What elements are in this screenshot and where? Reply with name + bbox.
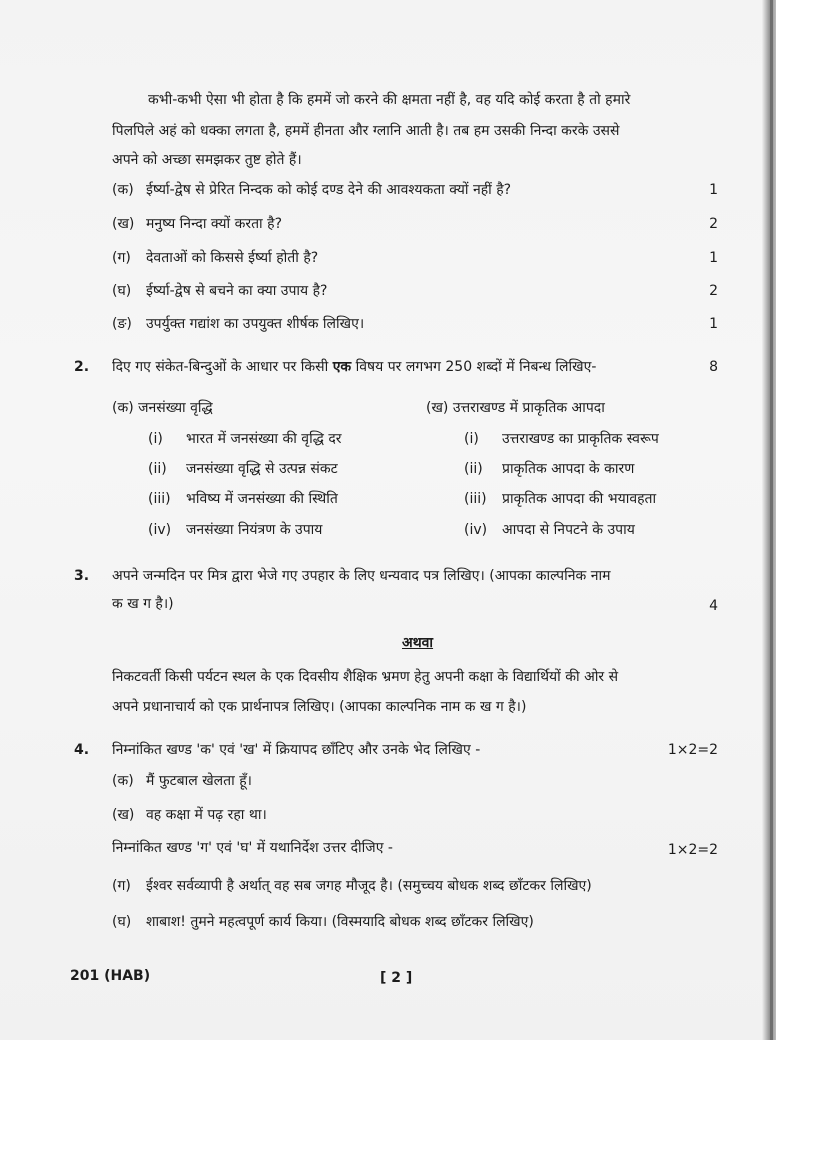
subquestion-label: (ग): [112, 250, 131, 266]
marks: 8: [709, 359, 718, 375]
q3-line: अपने जन्मदिन पर मित्र द्वारा भेजे गए उपहार के लिए धन्यवाद पत्र लिखिए। (आपका काल्पनिक नाम: [112, 568, 611, 584]
point-label: (iv): [464, 522, 488, 538]
passage-line: पिलपिले अहं को धक्का लगता है, हममें हीनता और ग्लानि आती है। तब हम उसकी निन्दा करके उससे: [112, 123, 620, 139]
point-text: प्राकृतिक आपदा की भयावहता: [502, 491, 657, 507]
item-label: (ग): [112, 878, 131, 894]
q2-instruction: दिए गए संकेत-बिन्दुओं के आधार पर किसी एक विषय पर लगभग 250 शब्दों में निबन्ध लिखिए-: [112, 359, 597, 375]
point-text: जनसंख्या वृद्धि से उत्पन्न संकट: [186, 461, 338, 477]
page-number: [ 2 ]: [380, 970, 413, 986]
point-label: (ii): [464, 461, 483, 477]
passage-line: अपने को अच्छा समझकर तुष्ट होते हैं।: [112, 152, 302, 168]
marks: 1×2=2: [667, 842, 718, 858]
point-label: (iii): [464, 491, 487, 507]
point-text: आपदा से निपटने के उपाय: [502, 522, 635, 538]
point-label: (iv): [148, 522, 172, 538]
q4-instruction: निम्नांकित खण्ड 'क' एवं 'ख' में क्रियापद छाँटिए और उनके भेद लिखिए -: [112, 742, 481, 758]
paper-code: 201 (HAB): [70, 968, 151, 984]
marks: 4: [709, 598, 718, 614]
point-label: (ii): [148, 461, 167, 477]
marks: 1: [709, 316, 718, 332]
question-number: 4.: [74, 742, 90, 758]
subquestion-label: (घ): [112, 283, 132, 299]
subquestion-text: ईर्ष्या-द्वेष से प्रेरित निन्दक को कोई दण्ड देने की आवश्यकता क्यों नहीं है?: [146, 182, 512, 198]
item-text: वह कक्षा में पढ़ रहा था।: [146, 807, 267, 823]
subquestion-text: उपर्युक्त गद्यांश का उपयुक्त शीर्षक लिखिए।: [146, 316, 365, 332]
page-edge-shadow: [762, 0, 776, 1040]
item-label: (घ): [112, 914, 132, 930]
subquestion-text: मनुष्य निन्दा क्यों करता है?: [146, 216, 282, 232]
q3-alt-line: निकटवर्ती किसी पर्यटन स्थल के एक दिवसीय शैक्षिक भ्रमण हेतु अपनी कक्षा के विद्यार्थियों की ओर से: [112, 669, 619, 685]
subquestion-label: (ङ): [112, 316, 132, 332]
q4-instruction: निम्नांकित खण्ड 'ग' एवं 'घ' में यथानिर्देश उत्तर दीजिए -: [112, 840, 393, 856]
marks: 1: [709, 182, 718, 198]
q3-line: क ख ग है।): [112, 596, 174, 612]
point-label: (iii): [148, 491, 171, 507]
item-text: ईश्वर सर्वव्यापी है अर्थात् वह सब जगह मौजूद है। (समुच्चय बोधक शब्द छाँटकर लिखिए): [146, 878, 592, 894]
point-text: भारत में जनसंख्या की वृद्धि दर: [186, 431, 342, 447]
marks: 1×2=2: [667, 742, 718, 758]
item-text: शाबाश! तुमने महत्वपूर्ण कार्य किया। (विस्मयादि बोधक शब्द छाँटकर लिखिए): [146, 914, 534, 930]
marks: 2: [709, 216, 718, 232]
subquestion-text: ईर्ष्या-द्वेष से बचने का क्या उपाय है?: [146, 283, 328, 299]
topic-b-title: (ख) उत्तराखण्ड में प्राकृतिक आपदा: [426, 400, 605, 416]
question-number: 3.: [74, 568, 90, 584]
point-label: (i): [464, 431, 479, 447]
marks: 2: [709, 283, 718, 299]
point-text: जनसंख्या नियंत्रण के उपाय: [186, 522, 323, 538]
point-text: प्राकृतिक आपदा के कारण: [502, 461, 635, 477]
marks: 1: [709, 250, 718, 266]
point-text: भविष्य में जनसंख्या की स्थिति: [186, 491, 338, 507]
point-text: उत्तराखण्ड का प्राकृतिक स्वरूप: [502, 431, 659, 447]
item-label: (ख): [112, 807, 135, 823]
subquestion-text: देवताओं को किससे ईर्ष्या होती है?: [146, 250, 319, 266]
point-label: (i): [148, 431, 163, 447]
topic-a-title: (क) जनसंख्या वृद्धि: [112, 400, 213, 416]
item-text: मैं फुटबाल खेलता हूँ।: [146, 773, 252, 789]
subquestion-label: (क): [112, 182, 134, 198]
page-edge: [770, 0, 773, 1040]
passage-line: कभी-कभी ऐसा भी होता है कि हममें जो करने की क्षमता नहीं है, वह यदि कोई करता है तो हमारे: [148, 92, 631, 108]
question-number: 2.: [74, 359, 90, 375]
or-separator: अथवा: [402, 635, 434, 651]
subquestion-label: (ख): [112, 216, 135, 232]
q3-alt-line: अपने प्रधानाचार्य को एक प्रार्थनापत्र लिखिए। (आपका काल्पनिक नाम क ख ग है।): [112, 699, 527, 715]
item-label: (क): [112, 773, 134, 789]
